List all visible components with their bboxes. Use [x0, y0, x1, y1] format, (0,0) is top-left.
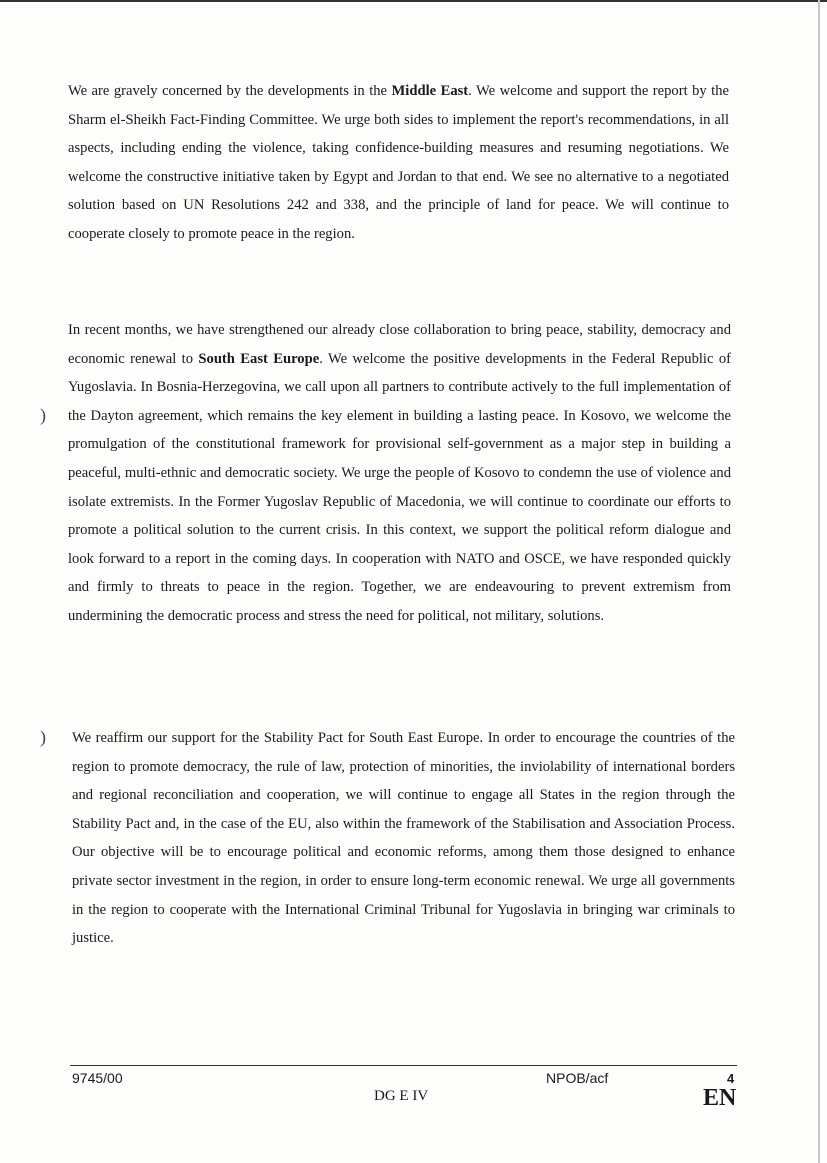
- document-reference: 9745/00: [72, 1070, 123, 1086]
- footer-divider: [70, 1065, 737, 1066]
- right-scan-edge: [818, 0, 820, 1163]
- margin-mark-1: ): [40, 405, 46, 425]
- author-code: NPOB/acf: [546, 1070, 609, 1086]
- top-scan-edge: [0, 0, 827, 2]
- paragraph-stability-pact: We reaffirm our support for the Stability Pact for South East Europe. In order to encourage the countries of the region to promote democracy, the rule of law, protection of minorities, the inviolability of international borders and regional reconciliation and cooperation, we will continue to engage all States in the region through the Stability Pact and, in the case of the EU, also within the framework of the Stabilisation and Association Process. Our objective will be to encourage political and economic reforms, among them those designed to enhance private sector investment in the region, in order to ensure long-term economic renewal. We urge all governments in the region to cooperate with the International Criminal Tribunal for Yugoslavia in bringing war criminals to justice.: [72, 730, 735, 947]
- margin-mark-2: ): [40, 727, 46, 747]
- directorate-label: DG E IV: [374, 1088, 429, 1104]
- paragraph-see-text-start: In recent months, we have strengthened our already close collaboration to bring peace, stability, democracy and economic renewal to: [68, 322, 731, 367]
- heading-middle-east: Middle East: [391, 83, 469, 99]
- paragraph-middle-east: [68, 77, 729, 249]
- heading-south-east-europe: South East Europe: [198, 350, 320, 367]
- paragraph-south-east-europe: [68, 316, 731, 631]
- paragraph-middle-east-text-end: . We welcome and support the report by the Sharm el-Sheikh Fact-Finding Committee. We urge both sides to implement the report's recommendations, in all aspects, including ending the violence, taking confidence-building measures and resuming negotiations. We welcome the constructive initiative taken by Egypt and Jordan to that end. We see no alternative to a negotiated solution based on UN Resolutions 242 and 338, and the principle of land for peace. We will continue to cooperate closely to promote peace in the region.: [68, 83, 730, 242]
- page-number: 4: [727, 1071, 735, 1086]
- paragraph-see-text-end: . We welcome the positive developments in the Federal Republic of Yugoslavia. In Bosnia-Herzegovina, we call upon all partners to contribute actively to the full implementation of the Dayton agreement, which remains the key element in building a lasting peace. In Kosovo, we welcome the promulgation of the constitutional framework for provisional self-government as a major step in building a peaceful, multi-ethnic and democratic society. We urge the people of Kosovo to condemn the use of violence and isolate extremists. In the Former Yugoslav Republic of Macedonia, we will continue to coordinate our efforts to promote a political solution to the current crisis. In this context, we support the political reform dialogue and look forward to a report in the coming days. In cooperation with NATO and OSCE, we have responded quickly and firmly to threats to peace in the region. Together, we are endeavouring to prevent extremism from undermining the democratic process and stress the need for political, not military, solutions.: [68, 350, 732, 624]
- paragraph-middle-east-text-start: We are gravely concerned by the developments in the: [68, 83, 392, 99]
- language-code: EN: [703, 1085, 737, 1111]
